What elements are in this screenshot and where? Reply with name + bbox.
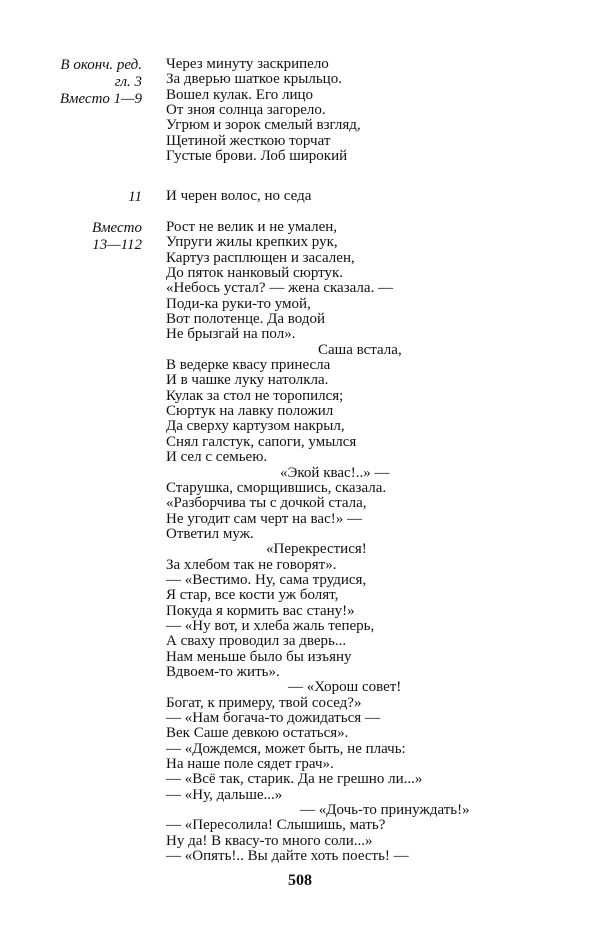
verse-line: И сел с семьею.: [166, 449, 268, 466]
margin-note: [30, 189, 142, 206]
verse-line: — «Ну, дальше...»: [166, 786, 283, 803]
verse-line: Покуда я кормить вас стану!»: [166, 602, 355, 619]
verse-line: «Экой квас!..» —: [280, 464, 390, 481]
margin-note-line: гл. 3: [114, 74, 142, 90]
verse-line: Через минуту заскрипело: [166, 56, 329, 72]
verse-line: Картуз расплющен и засален,: [166, 249, 355, 266]
verse-line: — «Ну вот, и хлеба жаль теперь,: [166, 617, 375, 634]
verse-line: — «Пересолила! Слышишь, мать?: [166, 817, 386, 834]
verse-line: Богат, к примеру, твой сосед?»: [166, 694, 362, 711]
verse-line: А сваху проводил за дверь...: [166, 633, 347, 650]
verse-line: Не угодит сам черт на вас!» —: [166, 510, 362, 527]
margin-note: [30, 220, 142, 254]
verse-line: Упруги жилы крепких рук,: [166, 234, 338, 251]
verse-line: — «Дочь-то принуждать!»: [300, 802, 470, 819]
verse-line: Ну да! В квасу-то много соли...»: [166, 832, 373, 849]
verse-line: До пяток нанковый сюртук.: [166, 265, 344, 282]
verse-line: Поди-ка руки-то умой,: [166, 295, 311, 312]
verse-line: — «Всё так, старик. Да не грешно ли...»: [166, 771, 423, 788]
verse-line: Ответил муж.: [166, 525, 254, 542]
margin-note-line: 11: [128, 189, 142, 205]
verse-line: Густые брови. Лоб широкий: [166, 148, 348, 165]
verse-line: Угрюм и зорок смелый взгляд,: [166, 117, 361, 134]
verse-line: Да сверху картузом накрыл,: [166, 418, 345, 435]
verse-lines: [166, 220, 586, 864]
verse-line: «Разборчива ты с дочкой стала,: [166, 495, 367, 512]
verse-line: — «Дождемся, может быть, не плачь:: [166, 740, 406, 757]
verse-lines: [166, 57, 586, 164]
verse-line: «Перекрестися!: [266, 541, 367, 558]
margin-note-line: 13—112: [92, 237, 142, 253]
verse-line: В ведерке квасу принесла: [166, 357, 331, 374]
verse-line: Не брызгай на пол».: [166, 326, 296, 343]
verse-line: И черен волос, но седа: [166, 188, 312, 204]
verse-line: Кулак за стол не торопился;: [166, 387, 344, 404]
verse-line: Снял галстук, сапоги, умылся: [166, 433, 357, 450]
verse-line: За хлебом так не говорят».: [166, 556, 337, 573]
verse-line: Рост не велик и не умален,: [166, 219, 338, 235]
page-number: 508: [288, 872, 312, 889]
verse-line: Вошел кулак. Его лицо: [166, 86, 314, 103]
verse-line: Я стар, все кости уж болят,: [166, 587, 339, 604]
verse-line: Щетиной жесткою торчат: [166, 132, 331, 149]
verse-lines: [166, 189, 586, 204]
verse-line: И в чашке луку натолкла.: [166, 372, 329, 389]
margin-note: [30, 57, 142, 108]
verse-line: Старушка, сморщившись, сказала.: [166, 479, 387, 496]
margin-note-line: Вместо 1—9: [59, 91, 142, 107]
verse-line: Сюртук на лавку положил: [166, 403, 334, 420]
verse-line: Нам меньше было бы изъяну: [166, 648, 352, 665]
verse-line: «Небось устал? — жена сказала. —: [166, 280, 394, 297]
verse-line: — «Хорош совет!: [288, 679, 402, 696]
margin-note-line: Вместо: [92, 220, 142, 236]
verse-line: За дверью шаткое крыльцо.: [166, 71, 342, 88]
verse-line: Вот полотенце. Да водой: [166, 311, 326, 328]
verse-line: — «Вестимо. Ну, сама трудися,: [166, 571, 367, 588]
verse-line: — «Опять!.. Вы дайте хоть поесть! —: [166, 848, 409, 865]
verse-line: На наше поле сядет грач».: [166, 756, 334, 773]
verse-line: От зноя солнца загорело.: [166, 102, 326, 119]
verse-line: — «Нам богача-то дожидаться —: [166, 710, 380, 726]
verse-line: Саша встала,: [318, 341, 402, 358]
verse-line: Век Саше девкою остаться».: [166, 725, 349, 742]
margin-note-line: В оконч. ред.: [60, 57, 142, 73]
verse-line: Вдвоем-то жить».: [166, 663, 280, 680]
